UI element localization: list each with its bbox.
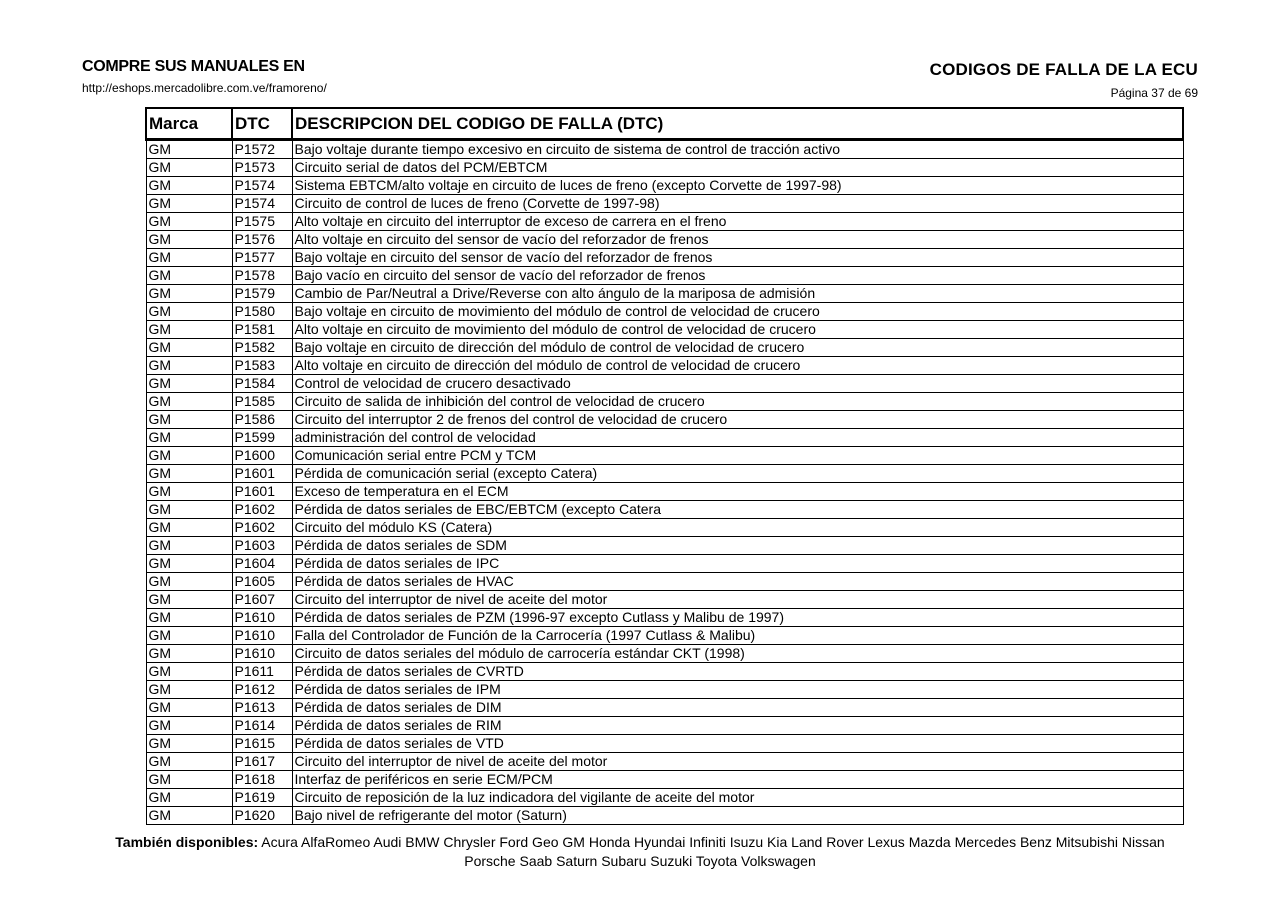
table-row xyxy=(146,411,1183,429)
table-row xyxy=(146,627,1183,645)
cell-dtc: P1584 xyxy=(232,375,292,393)
cell-description: Pérdida de comunicación serial (excepto Catera) xyxy=(292,465,1183,483)
cell-dtc: P1577 xyxy=(232,249,292,267)
table-row xyxy=(146,375,1183,393)
table-row xyxy=(146,717,1183,735)
cell-dtc: P1574 xyxy=(232,177,292,195)
footer-brands-line-2: Porsche Saab Saturn Subaru Suzuki Toyota Volkswagen xyxy=(464,853,816,869)
cell-dtc: P1612 xyxy=(232,681,292,699)
table-row xyxy=(146,231,1183,249)
cell-marca: GM xyxy=(146,645,232,663)
cell-dtc: P1599 xyxy=(232,429,292,447)
cell-dtc: P1613 xyxy=(232,699,292,717)
cell-description: Alto voltaje en circuito del sensor de vacío del reforzador de frenos xyxy=(292,231,1183,249)
table-row xyxy=(146,519,1183,537)
cell-marca: GM xyxy=(146,303,232,321)
cell-marca: GM xyxy=(146,735,232,753)
cell-marca: GM xyxy=(146,321,232,339)
cell-description: Sistema EBTCM/alto voltaje en circuito de luces de freno (excepto Corvette de 1997-98) xyxy=(292,177,1183,195)
table-row xyxy=(146,285,1183,303)
cell-description: Cambio de Par/Neutral a Drive/Reverse con alto ángulo de la mariposa de admisión xyxy=(292,285,1183,303)
cell-dtc: P1601 xyxy=(232,483,292,501)
document-title: CODIGOS DE FALLA DE LA ECU xyxy=(929,60,1198,79)
cell-description: Pérdida de datos seriales de IPM xyxy=(292,681,1183,699)
cell-marca: GM xyxy=(146,159,232,177)
cell-dtc: P1576 xyxy=(232,231,292,249)
cell-marca: GM xyxy=(146,573,232,591)
cell-marca: GM xyxy=(146,537,232,555)
cell-marca: GM xyxy=(146,447,232,465)
cell-description: Control de velocidad de crucero desactivado xyxy=(292,375,1183,393)
table-row xyxy=(146,807,1183,825)
table-row xyxy=(146,591,1183,609)
cell-marca: GM xyxy=(146,519,232,537)
shop-title: COMPRE SUS MANUALES EN xyxy=(82,58,305,75)
cell-marca: GM xyxy=(146,789,232,807)
column-header-marca: Marca xyxy=(146,108,232,140)
table-body xyxy=(146,140,1183,825)
table-row xyxy=(146,735,1183,753)
cell-marca: GM xyxy=(146,195,232,213)
table-row xyxy=(146,195,1183,213)
cell-dtc: P1619 xyxy=(232,789,292,807)
table-row xyxy=(146,213,1183,231)
cell-marca: GM xyxy=(146,393,232,411)
cell-description: Alto voltaje en circuito de dirección del módulo de control de velocidad de crucero xyxy=(292,357,1183,375)
cell-description: Pérdida de datos seriales de IPC xyxy=(292,555,1183,573)
cell-dtc: P1617 xyxy=(232,753,292,771)
cell-marca: GM xyxy=(146,465,232,483)
table-row xyxy=(146,429,1183,447)
cell-dtc: P1603 xyxy=(232,537,292,555)
cell-description: Pérdida de datos seriales de RIM xyxy=(292,717,1183,735)
cell-marca: GM xyxy=(146,339,232,357)
cell-description: Alto voltaje en circuito del interruptor de exceso de carrera en el freno xyxy=(292,213,1183,231)
cell-description: Bajo voltaje en circuito del sensor de vacío del reforzador de frenos xyxy=(292,249,1183,267)
cell-dtc: P1573 xyxy=(232,159,292,177)
cell-description: Circuito de salida de inhibición del control de velocidad de crucero xyxy=(292,393,1183,411)
cell-description: Alto voltaje en circuito de movimiento del módulo de control de velocidad de crucero xyxy=(292,321,1183,339)
cell-description: Circuito del módulo KS (Catera) xyxy=(292,519,1183,537)
table-row xyxy=(146,393,1183,411)
cell-description: Bajo nivel de refrigerante del motor (Saturn) xyxy=(292,807,1183,825)
table-row xyxy=(146,699,1183,717)
table-row xyxy=(146,501,1183,519)
table-row xyxy=(146,789,1183,807)
table-row xyxy=(146,249,1183,267)
cell-dtc: P1578 xyxy=(232,267,292,285)
table-row xyxy=(146,537,1183,555)
table-row xyxy=(146,771,1183,789)
cell-marca: GM xyxy=(146,249,232,267)
cell-marca: GM xyxy=(146,501,232,519)
cell-dtc: P1618 xyxy=(232,771,292,789)
cell-description: Pérdida de datos seriales de DIM xyxy=(292,699,1183,717)
cell-dtc: P1605 xyxy=(232,573,292,591)
cell-description: Exceso de temperatura en el ECM xyxy=(292,483,1183,501)
table-row xyxy=(146,573,1183,591)
cell-dtc: P1579 xyxy=(232,285,292,303)
cell-description: Bajo voltaje durante tiempo excesivo en circuito de sistema de control de tracción activo xyxy=(292,140,1183,159)
cell-marca: GM xyxy=(146,429,232,447)
cell-description: Circuito del interruptor de nivel de aceite del motor xyxy=(292,753,1183,771)
page-number: Página 37 de 69 xyxy=(1110,86,1198,100)
table-row xyxy=(146,609,1183,627)
cell-marca: GM xyxy=(146,140,232,159)
cell-dtc: P1586 xyxy=(232,411,292,429)
cell-dtc: P1610 xyxy=(232,627,292,645)
cell-description: Circuito serial de datos del PCM/EBTCM xyxy=(292,159,1183,177)
cell-marca: GM xyxy=(146,357,232,375)
cell-marca: GM xyxy=(146,663,232,681)
cell-marca: GM xyxy=(146,591,232,609)
cell-marca: GM xyxy=(146,609,232,627)
cell-description: Circuito de control de luces de freno (Corvette de 1997-98) xyxy=(292,195,1183,213)
cell-marca: GM xyxy=(146,231,232,249)
cell-description: Circuito de datos seriales del módulo de carrocería estándar CKT (1998) xyxy=(292,645,1183,663)
cell-dtc: P1585 xyxy=(232,393,292,411)
table-row xyxy=(146,645,1183,663)
footer-line-1 xyxy=(82,833,1198,852)
table-row xyxy=(146,357,1183,375)
cell-dtc: P1610 xyxy=(232,645,292,663)
shop-url[interactable]: http://eshops.mercadolibre.com.ve/framoreno/ xyxy=(82,81,327,95)
cell-dtc: P1574 xyxy=(232,195,292,213)
cell-dtc: P1620 xyxy=(232,807,292,825)
cell-marca: GM xyxy=(146,681,232,699)
cell-marca: GM xyxy=(146,285,232,303)
cell-description: Comunicación serial entre PCM y TCM xyxy=(292,447,1183,465)
cell-dtc: P1615 xyxy=(232,735,292,753)
cell-marca: GM xyxy=(146,753,232,771)
cell-dtc: P1602 xyxy=(232,519,292,537)
table-header-row xyxy=(146,108,1183,140)
footer xyxy=(82,833,1198,871)
table-row xyxy=(146,681,1183,699)
cell-dtc: P1582 xyxy=(232,339,292,357)
cell-description: Pérdida de datos seriales de VTD xyxy=(292,735,1183,753)
dtc-table xyxy=(145,107,1184,825)
cell-dtc: P1604 xyxy=(232,555,292,573)
cell-marca: GM xyxy=(146,627,232,645)
cell-description: Pérdida de datos seriales de HVAC xyxy=(292,573,1183,591)
cell-dtc: P1601 xyxy=(232,465,292,483)
table-row xyxy=(146,555,1183,573)
cell-marca: GM xyxy=(146,699,232,717)
cell-description: Falla del Controlador de Función de la Carrocería (1997 Cutlass & Malibu) xyxy=(292,627,1183,645)
cell-marca: GM xyxy=(146,555,232,573)
cell-dtc: P1581 xyxy=(232,321,292,339)
table-row xyxy=(146,267,1183,285)
cell-dtc: P1611 xyxy=(232,663,292,681)
table-row xyxy=(146,177,1183,195)
cell-dtc: P1614 xyxy=(232,717,292,735)
header-right xyxy=(930,60,1198,100)
cell-marca: GM xyxy=(146,375,232,393)
table-row xyxy=(146,303,1183,321)
table-row xyxy=(146,753,1183,771)
table-row xyxy=(146,483,1183,501)
cell-dtc: P1575 xyxy=(232,213,292,231)
cell-description: Circuito del interruptor 2 de frenos del control de velocidad de crucero xyxy=(292,411,1183,429)
cell-description: Pérdida de datos seriales de EBC/EBTCM (excepto Catera xyxy=(292,501,1183,519)
cell-dtc: P1572 xyxy=(232,140,292,159)
cell-marca: GM xyxy=(146,771,232,789)
cell-description: Bajo vacío en circuito del sensor de vacío del reforzador de frenos xyxy=(292,267,1183,285)
column-header-dtc: DTC xyxy=(232,108,292,140)
footer-brands-line-1: Acura AlfaRomeo Audi BMW Chrysler Ford Geo GM Honda Hyundai Infiniti Isuzu Kia Land Rover Lexus Mazda Mercedes Benz Mitsubishi Nissan xyxy=(261,834,1165,850)
cell-dtc: P1600 xyxy=(232,447,292,465)
footer-label: También disponibles: xyxy=(115,834,259,850)
cell-marca: GM xyxy=(146,717,232,735)
table-row xyxy=(146,321,1183,339)
cell-description: administración del control de velocidad xyxy=(292,429,1183,447)
cell-marca: GM xyxy=(146,483,232,501)
cell-dtc: P1602 xyxy=(232,501,292,519)
cell-description: Bajo voltaje en circuito de movimiento del módulo de control de velocidad de crucero xyxy=(292,303,1183,321)
cell-dtc: P1607 xyxy=(232,591,292,609)
table-row xyxy=(146,447,1183,465)
cell-description: Circuito del interruptor de nivel de aceite del motor xyxy=(292,591,1183,609)
cell-description: Pérdida de datos seriales de SDM xyxy=(292,537,1183,555)
cell-description: Bajo voltaje en circuito de dirección del módulo de control de velocidad de crucero xyxy=(292,339,1183,357)
table-row xyxy=(146,663,1183,681)
cell-dtc: P1583 xyxy=(232,357,292,375)
cell-description: Pérdida de datos seriales de PZM (1996-97 excepto Cutlass y Malibu de 1997) xyxy=(292,609,1183,627)
cell-marca: GM xyxy=(146,177,232,195)
cell-description: Pérdida de datos seriales de CVRTD xyxy=(292,663,1183,681)
cell-description: Circuito de reposición de la luz indicadora del vigilante de aceite del motor xyxy=(292,789,1183,807)
column-header-description: DESCRIPCION DEL CODIGO DE FALLA (DTC) xyxy=(292,108,1183,140)
cell-dtc: P1610 xyxy=(232,609,292,627)
cell-marca: GM xyxy=(146,213,232,231)
cell-marca: GM xyxy=(146,267,232,285)
cell-marca: GM xyxy=(146,807,232,825)
cell-description: Interfaz de periféricos en serie ECM/PCM xyxy=(292,771,1183,789)
table-row xyxy=(146,465,1183,483)
table-row xyxy=(146,339,1183,357)
header-left xyxy=(82,58,327,95)
table-row xyxy=(146,159,1183,177)
cell-dtc: P1580 xyxy=(232,303,292,321)
cell-marca: GM xyxy=(146,411,232,429)
table-row xyxy=(146,140,1183,159)
